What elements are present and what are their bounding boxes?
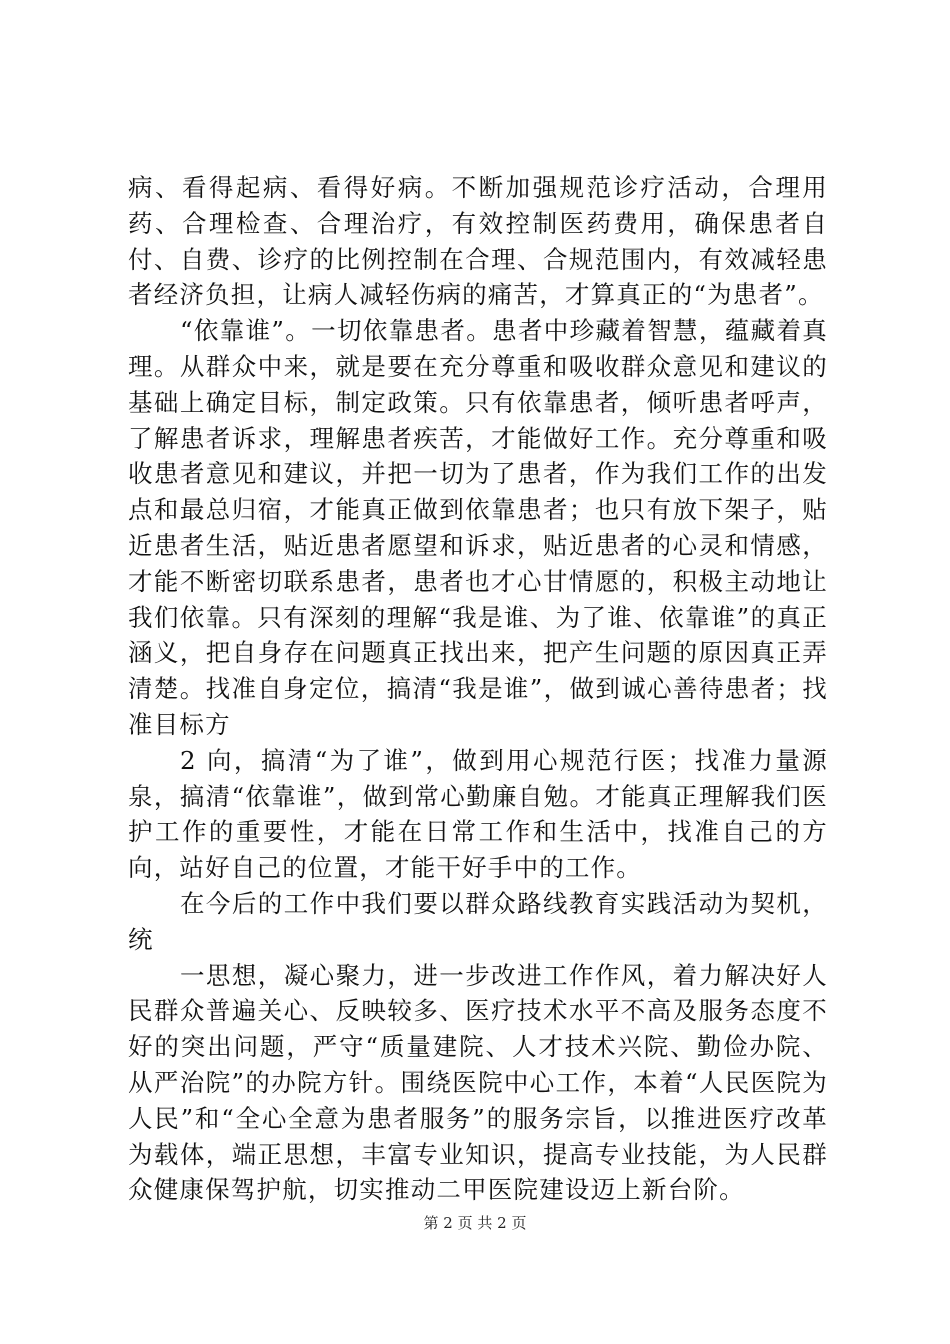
paragraph-future-work: 在今后的工作中我们要以群众路线教育实践活动为契机，统 — [128, 888, 828, 954]
paragraph-direction: 2 向，搞清“为了谁”，做到用心规范行医；找准力量源泉，搞清“依靠谁”，做到常心勤廉自勉。才能真正理解我们医护工作的重要性，才能在日常工作和生活中，找准自己的方向，站好自己的位置，才能干好手中的工作。 — [128, 745, 828, 883]
paragraph-yikaoshui: “依靠谁”。一切依靠患者。患者中珍藏着智慧，蕴藏着真理。从群众中来，就是要在充分尊重和吸收群众意见和建议的基础上确定目标，制定政策。只有依靠患者，倾听患者呼声，了解患者诉求，理解患者疾苦，才能做好工作。充分尊重和吸收患者意见和建议，并把一切为了患者，作为我们工作的出发点和最总归宿，才能真正做到依靠患者；也只有放下架子，贴近患者生活，贴近患者愿望和诉求，贴近患者的心灵和情感，才能不断密切联系患者，患者也才心甘情愿的，积极主动地让我们依靠。只有深刻的理解“我是谁、为了谁、依靠谁”的真正涵义，把自身存在问题真正找出来，把产生问题的原因真正弄清楚。找准自身定位，搞清“我是谁”，做到诚心善待患者；找准目标方 — [128, 316, 828, 739]
paragraph-unify-thinking: 一思想，凝心聚力，进一步改进工作作风，着力解决好人民群众普遍关心、反映较多、医疗技术水平不高及服务态度不好的突出问题，严守“质量建院、人才技术兴院、勤俭办院、从严治院”的办院方针。围绕医院中心工作，本着“人民医院为人民”和“全心全意为患者服务”的服务宗旨，以推进医疗改革为载体，端正思想，丰富专业知识，提高专业技能，为人民群众健康保驾护航，切实推动二甲医院建设迈上新台阶。 — [128, 960, 828, 1205]
paragraph-continuation: 病、看得起病、看得好病。不断加强规范诊疗活动，合理用药、合理检查、合理治疗，有效控制医药费用，确保患者自付、自费、诊疗的比例控制在合理、合规范围内，有效减轻患者经济负担，让病人减轻伤病的痛苦，才算真正的“为患者”。 — [128, 173, 828, 310]
document-body — [128, 170, 828, 1208]
page-number-footer: 第 2 页 共 2 页 — [423, 1214, 527, 1232]
